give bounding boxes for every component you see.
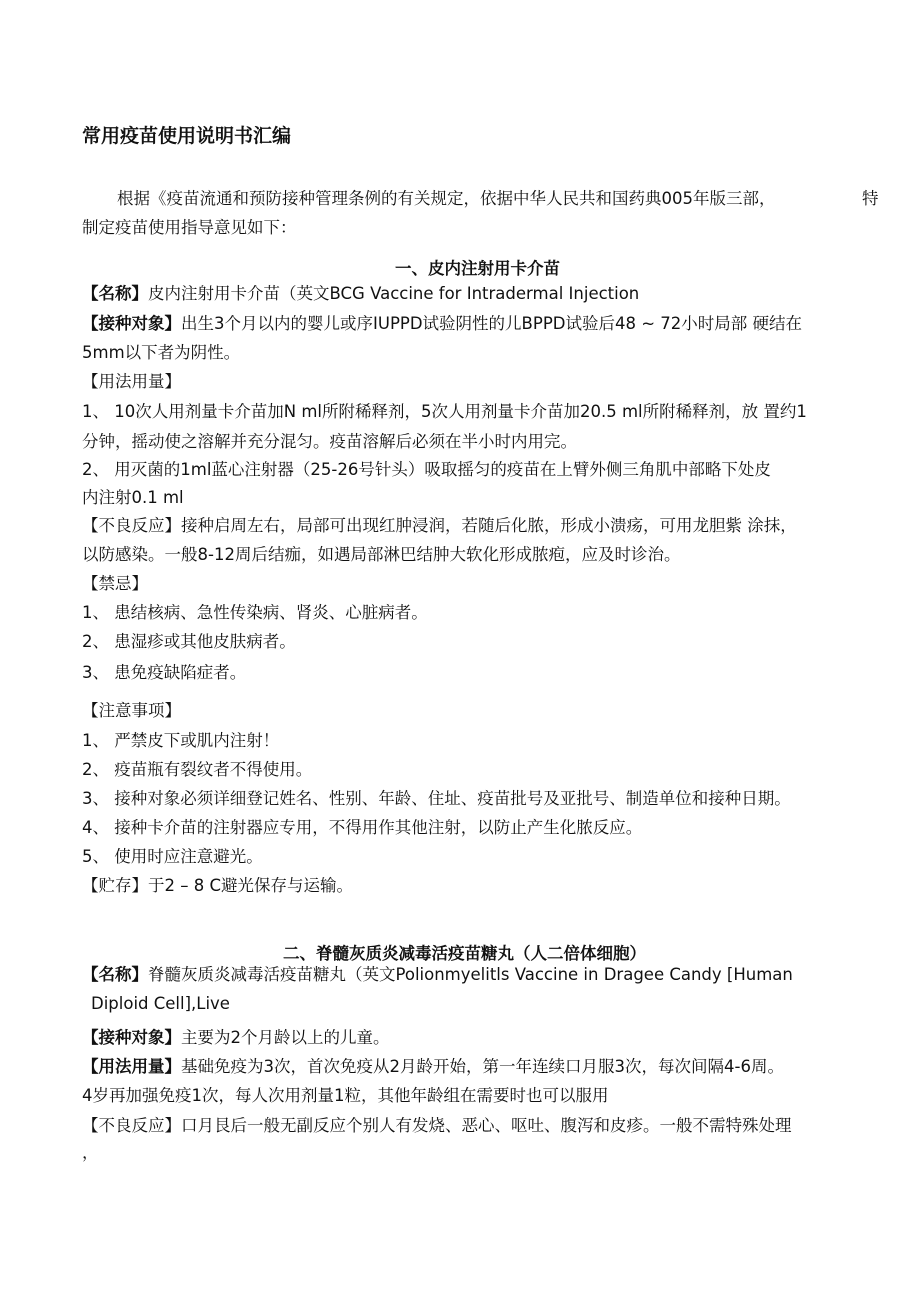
s1-adverse	[82, 515, 797, 537]
s2-target-text: 主要为2个月龄以上的儿童。	[181, 1028, 390, 1047]
s2-usage-text: 基础免疫为3次，首次免疫从2月龄开始，第一年连续口月服3次，每次间隔4-6周。	[181, 1057, 784, 1076]
s1-usage-label: 【用法用量】	[82, 372, 181, 391]
s2-usage-cont: 4岁再加强免疫1次，每人次用剂量1粒，其他年龄组在需要时也可以服用	[82, 1086, 609, 1105]
s1-contra-2: 2、 患湿疹或其他皮肤病者。	[82, 632, 296, 651]
intro-line-1	[117, 188, 776, 210]
document-title: 常用疫苗使用说明书汇编	[82, 125, 292, 147]
section-2-heading: 二、脊髓灰质炎减毒活疫苗糖丸（人二倍体细胞）	[283, 944, 646, 963]
s1-adverse-cont: 以防感染。一般8-12周后结痂，如遇局部淋巴结肿大软化形成脓疱，应及时诊治。	[82, 545, 681, 564]
intro-text: 根据《疫苗流通和预防接种管理条例的有关规定，依据中华人民共和国药典005年版三部，	[117, 189, 776, 208]
s2-usage-label: 【用法用量】	[82, 1057, 181, 1076]
s1-notes-4: 4、 接种卡介苗的注射器应专用，不得用作其他注射，以防止产生化脓反应。	[82, 818, 643, 837]
s1-target	[82, 313, 802, 335]
s2-name-label: 【名称】	[82, 965, 148, 984]
s1-adverse-text: 接种启周左右，局部可出现红肿浸润，若随后化脓，形成小溃疡，可用龙胆紫 涂抹，	[181, 516, 797, 535]
s2-target-label: 【接种对象】	[82, 1028, 181, 1047]
s1-target-label: 【接种对象】	[82, 314, 181, 333]
section-1-heading: 一、皮内注射用卡介苗	[395, 259, 560, 278]
s2-adverse	[82, 1115, 792, 1137]
s1-notes-2: 2、 疫苗瓶有裂纹者不得使用。	[82, 760, 313, 779]
s2-target	[82, 1027, 390, 1049]
s1-target-cont: 5mm以下者为阴性。	[82, 343, 241, 362]
s1-adverse-label: 【不良反应】	[82, 516, 181, 535]
intro-line-1-end: 特	[862, 189, 879, 208]
s2-adverse-label: 【不良反应】	[82, 1116, 181, 1135]
s1-notes-1: 1、 严禁皮下或肌内注射！	[82, 731, 280, 750]
s1-name-label: 【名称】	[82, 284, 148, 303]
s1-usage-1b: 分钟，摇动使之溶解并充分混匀。疫苗溶解后必须在半小时内用完。	[82, 432, 577, 451]
s1-usage-1a: 1、 10次人用剂量卡介苗加N ml所附稀释剂，5次人用剂量卡介苗加20.5 ml所附稀释剂，放 置约1	[82, 402, 807, 421]
s1-name-text: 皮内注射用卡介苗（英文BCG Vaccine for Intradermal Injection	[148, 284, 640, 303]
s1-storage-text: 于2 – 8 C避光保存与运输。	[148, 876, 354, 895]
s2-usage	[82, 1056, 784, 1078]
intro-line-2: 制定疫苗使用指导意见如下：	[82, 218, 297, 237]
s1-name	[82, 283, 639, 305]
s1-notes-5: 5、 使用时应注意避光。	[82, 847, 263, 866]
s1-usage-2a: 2、 用灭菌的1ml蓝心注射器（25-26号针头）吸取摇匀的疫苗在上臂外侧三角肌中部略下处皮	[82, 460, 771, 479]
s2-name-cont: Diploid Cell],Live	[91, 994, 230, 1013]
s1-usage-2b: 内注射0.1 ml	[82, 488, 184, 507]
s1-storage	[82, 875, 353, 897]
s1-contra-3: 3、 患免疫缺陷症者。	[82, 663, 247, 682]
s1-storage-label: 【贮存】	[82, 876, 148, 895]
s1-target-text: 出生3个月以内的婴儿或序IUPPD试验阴性的儿BPPD试验后48 ~ 72小时局部 硬结在	[181, 314, 803, 333]
s1-contra-1: 1、 患结核病、急性传染病、肾炎、心脏病者。	[82, 603, 428, 622]
s1-notes-3: 3、 接种对象必须详细登记姓名、性别、年龄、住址、疫苗批号及亚批号、制造单位和接种日期。	[82, 789, 791, 808]
s2-name-text: 脊髓灰质炎减毒活疫苗糖丸（英文Polionmyelitls Vaccine in Dragee Candy [Human	[148, 965, 793, 984]
s2-adverse-cont: ，	[82, 1143, 99, 1162]
s2-name	[82, 964, 793, 986]
s1-contra-label: 【禁忌】	[82, 574, 148, 593]
s2-adverse-text: 口月艮后一般无副反应个别人有发烧、恶心、呕吐、腹泻和皮疹。一般不需特殊处理	[181, 1116, 792, 1135]
s1-notes-label: 【注意事项】	[82, 701, 181, 720]
